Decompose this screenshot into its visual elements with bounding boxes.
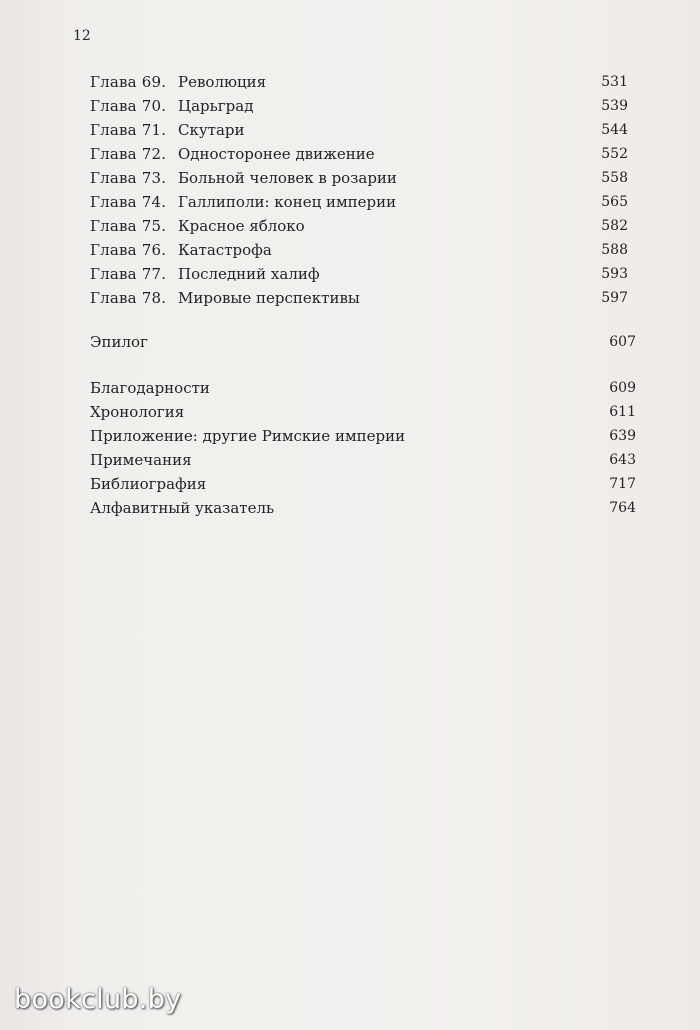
toc-row[interactable] [90, 94, 628, 118]
toc-row-epilogue[interactable] [90, 330, 636, 354]
toc-row[interactable] [90, 376, 636, 400]
section-title: Алфавитный указатель [90, 499, 275, 517]
toc-row[interactable] [90, 286, 628, 310]
page-number: 12 [73, 28, 91, 44]
chapter-title: Царьград [178, 97, 254, 115]
chapter-label: Глава 75. [90, 217, 167, 235]
page-ref: 558 [601, 170, 628, 186]
page-ref: 611 [609, 404, 636, 420]
chapter-label: Глава 71. [90, 121, 167, 139]
page-ref: 552 [601, 146, 628, 162]
page-ref: 609 [609, 380, 636, 396]
page-ref: 764 [609, 500, 636, 516]
chapter-label: Глава 78. [90, 289, 167, 307]
chapter-title: Односторонее движение [178, 145, 375, 163]
section-title: Приложение: другие Римские империи [90, 427, 406, 445]
toc-row[interactable] [90, 496, 636, 520]
toc-row[interactable] [90, 166, 628, 190]
page-ref: 717 [609, 476, 636, 492]
page-ref: 544 [601, 122, 628, 138]
chapter-title: Катастрофа [178, 241, 272, 259]
toc-row[interactable] [90, 238, 628, 262]
chapter-title: Красное яблоко [178, 217, 305, 235]
toc-row[interactable] [90, 118, 628, 142]
chapter-label: Глава 73. [90, 169, 167, 187]
toc-row[interactable] [90, 214, 628, 238]
toc-row[interactable] [90, 448, 636, 472]
chapter-label: Глава 77. [90, 265, 167, 283]
page-ref: 643 [609, 452, 636, 468]
chapter-label: Глава 76. [90, 241, 167, 259]
toc-row[interactable] [90, 190, 628, 214]
page-ref: 593 [601, 266, 628, 282]
chapter-title: Скутари [178, 121, 245, 139]
page-ref: 582 [601, 218, 628, 234]
chapter-title: Революция [178, 73, 267, 91]
page-ref: 639 [609, 428, 636, 444]
toc-row[interactable] [90, 142, 628, 166]
chapter-label: Глава 70. [90, 97, 167, 115]
page-ref: 607 [609, 334, 636, 350]
toc-row[interactable] [90, 472, 636, 496]
page-ref: 565 [601, 194, 628, 210]
watermark: bookclub.by [14, 984, 182, 1015]
page-ref: 539 [601, 98, 628, 114]
toc-row[interactable] [90, 400, 636, 424]
page-ref: 531 [601, 74, 628, 90]
chapter-title: Галлиполи: конец империи [178, 193, 397, 211]
chapter-title: Больной человек в розарии [178, 169, 397, 187]
chapter-title: Мировые перспективы [178, 289, 360, 307]
chapter-title: Последний халиф [178, 265, 320, 283]
chapter-label: Глава 69. [90, 73, 167, 91]
page-ref: 588 [601, 242, 628, 258]
chapter-label: Глава 72. [90, 145, 167, 163]
toc-row[interactable] [90, 424, 636, 448]
section-title: Хронология [90, 403, 185, 421]
section-title: Примечания [90, 451, 192, 469]
section-title: Благодарности [90, 379, 210, 397]
toc-row[interactable] [90, 70, 628, 94]
page-ref: 597 [601, 290, 628, 306]
epilogue-title: Эпилог [90, 333, 148, 351]
toc-row[interactable] [90, 262, 628, 286]
section-title: Библиография [90, 475, 207, 493]
chapter-label: Глава 74. [90, 193, 167, 211]
